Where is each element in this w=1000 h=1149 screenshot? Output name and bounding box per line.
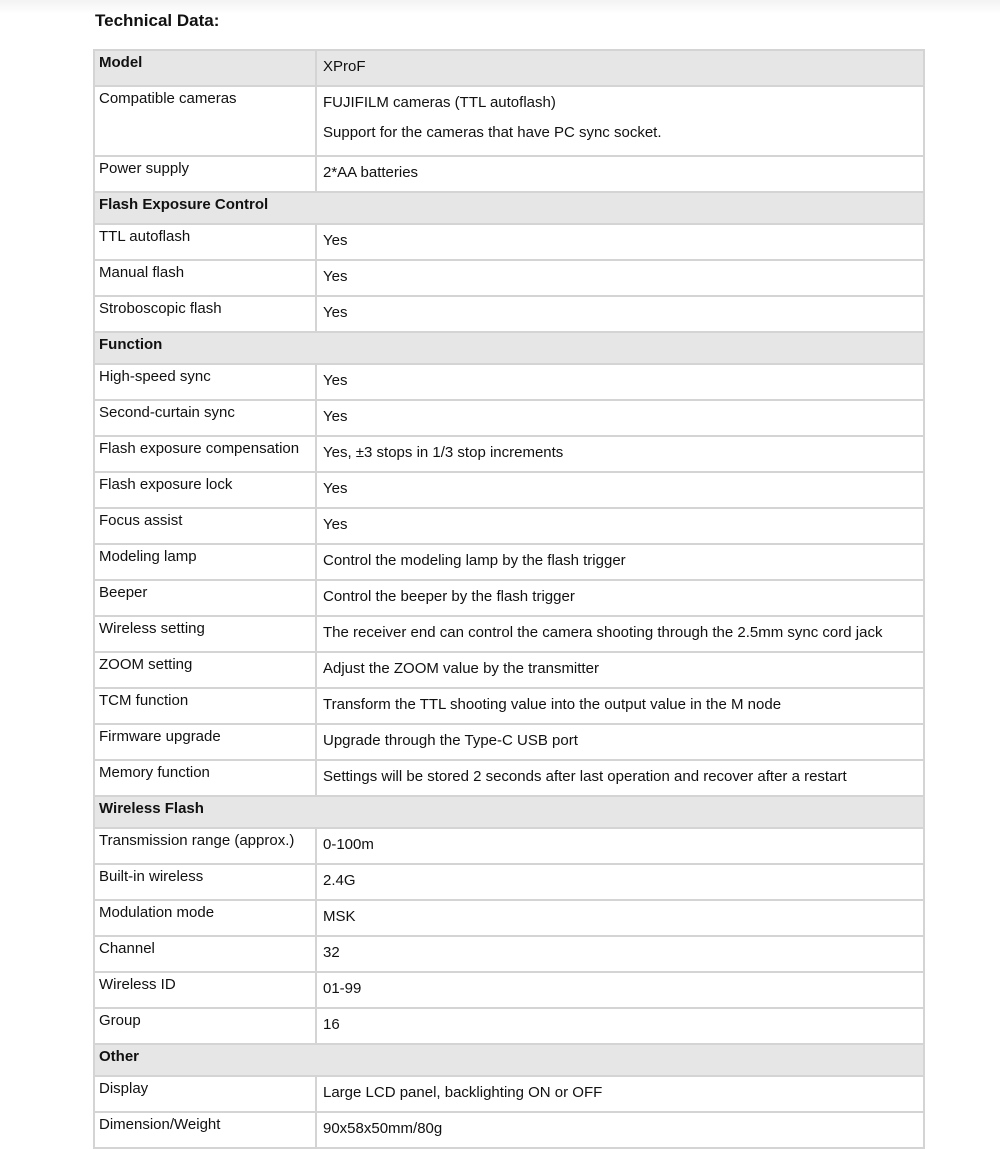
spec-value: Upgrade through the Type-C USB port [316, 724, 924, 760]
table-row [94, 760, 924, 796]
spec-label: Second-curtain sync [94, 400, 316, 436]
spec-label: Beeper [94, 580, 316, 616]
spec-value: Yes [316, 296, 924, 332]
spec-value: 16 [316, 1008, 924, 1044]
table-row [94, 260, 924, 296]
table-row [94, 544, 924, 580]
section-title: Flash Exposure Control [94, 192, 924, 224]
table-row [94, 1112, 924, 1148]
table-row [94, 616, 924, 652]
spec-value: Settings will be stored 2 seconds after last operation and recover after a restart [316, 760, 924, 796]
spec-value-line: FUJIFILM cameras (TTL autoflash) [323, 94, 556, 111]
spec-label: Transmission range (approx.) [94, 828, 316, 864]
table-row [94, 688, 924, 724]
spec-label: Model [94, 50, 316, 86]
spec-label: Power supply [94, 156, 316, 192]
table-row [94, 828, 924, 864]
spec-value: 2*AA batteries [316, 156, 924, 192]
spec-value: 2.4G [316, 864, 924, 900]
spec-value: Yes [316, 508, 924, 544]
spec-value: 01-99 [316, 972, 924, 1008]
table-row [94, 580, 924, 616]
spec-label: Compatible cameras [94, 86, 316, 156]
spec-label: Stroboscopic flash [94, 296, 316, 332]
spec-value: Yes [316, 364, 924, 400]
section-title: Wireless Flash [94, 796, 924, 828]
spec-label: Group [94, 1008, 316, 1044]
spec-label: Wireless setting [94, 616, 316, 652]
spec-label: Wireless ID [94, 972, 316, 1008]
spec-label: TTL autoflash [94, 224, 316, 260]
spec-label: Channel [94, 936, 316, 972]
spec-label: Display [94, 1076, 316, 1112]
section-header [94, 1044, 924, 1076]
spec-value: 32 [316, 936, 924, 972]
spec-label: Modeling lamp [94, 544, 316, 580]
table-row [94, 724, 924, 760]
table-row [94, 400, 924, 436]
section-header [94, 332, 924, 364]
spec-label: High-speed sync [94, 364, 316, 400]
spec-label: Dimension/Weight [94, 1112, 316, 1148]
table-row [94, 864, 924, 900]
spec-label: Focus assist [94, 508, 316, 544]
spec-label: Memory function [94, 760, 316, 796]
spec-label: Modulation mode [94, 900, 316, 936]
table-row [94, 936, 924, 972]
spec-label: Built-in wireless [94, 864, 316, 900]
spec-value: Yes [316, 400, 924, 436]
table-row [94, 508, 924, 544]
spec-value: Large LCD panel, backlighting ON or OFF [316, 1076, 924, 1112]
spec-value: XProF [316, 50, 924, 86]
page-title: Technical Data: [95, 11, 220, 30]
section-header [94, 192, 924, 224]
table-row-compatible-cameras [94, 86, 924, 156]
table-row [94, 224, 924, 260]
spec-label: Flash exposure lock [94, 472, 316, 508]
table-row-power-supply [94, 156, 924, 192]
spec-value: Transform the TTL shooting value into the output value in the M node [316, 688, 924, 724]
spec-value [316, 86, 924, 156]
spec-value: Control the beeper by the flash trigger [316, 580, 924, 616]
table-row-model [94, 50, 924, 86]
table-row [94, 296, 924, 332]
section-title: Other [94, 1044, 924, 1076]
spec-value: Control the modeling lamp by the flash trigger [316, 544, 924, 580]
spec-value: Yes, ±3 stops in 1/3 stop increments [316, 436, 924, 472]
spec-label: Flash exposure compensation [94, 436, 316, 472]
spec-value: MSK [316, 900, 924, 936]
spec-value: 0-100m [316, 828, 924, 864]
spec-value: The receiver end can control the camera shooting through the 2.5mm sync cord jack [316, 616, 924, 652]
table-row [94, 472, 924, 508]
table-row [94, 972, 924, 1008]
spec-value-line: Support for the cameras that have PC sync socket. [323, 124, 662, 141]
section-header [94, 796, 924, 828]
section-title: Function [94, 332, 924, 364]
table-row [94, 1008, 924, 1044]
spec-value: Yes [316, 260, 924, 296]
spec-table [93, 49, 925, 1149]
table-row [94, 900, 924, 936]
spec-label: TCM function [94, 688, 316, 724]
spec-label: ZOOM setting [94, 652, 316, 688]
table-row [94, 364, 924, 400]
table-row [94, 1076, 924, 1112]
spec-value: Yes [316, 224, 924, 260]
spec-value: Yes [316, 472, 924, 508]
spec-value: 90x58x50mm/80g [316, 1112, 924, 1148]
spec-label: Manual flash [94, 260, 316, 296]
table-row [94, 436, 924, 472]
table-row [94, 652, 924, 688]
spec-label: Firmware upgrade [94, 724, 316, 760]
spec-value: Adjust the ZOOM value by the transmitter [316, 652, 924, 688]
